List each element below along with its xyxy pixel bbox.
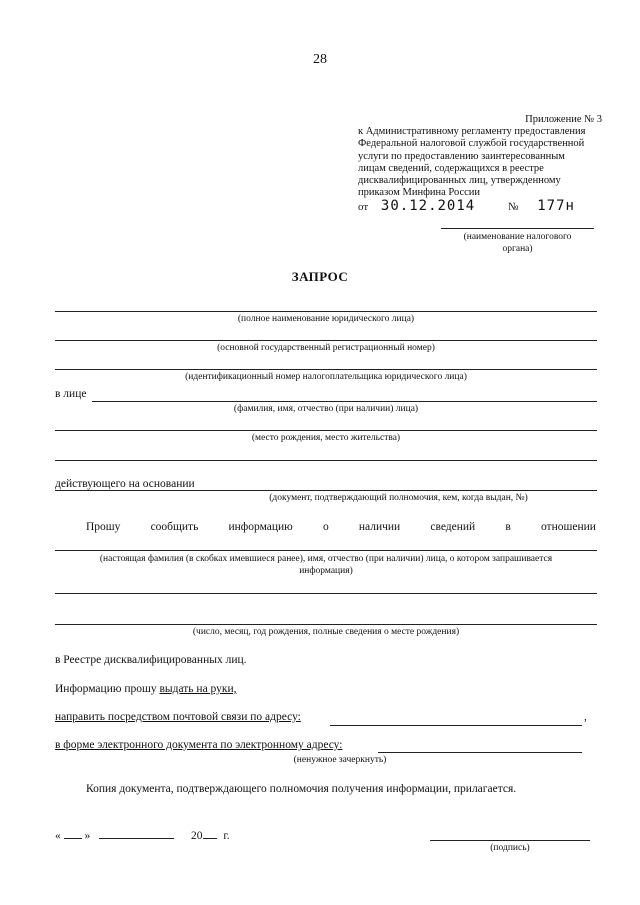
authority-caption-line: (наименование налогового [463,232,572,242]
year-prefix: 20 [191,830,203,842]
request-word: о [322,521,329,533]
info-prefix: Информацию прошу [55,683,160,695]
electronic-option[interactable]: в форме электронного документа по электронному адресу: [55,739,343,751]
request-word: наличии [358,521,401,533]
order-number: 177н [537,198,575,214]
email-address-line[interactable] [378,752,582,753]
subject-extra-line[interactable] [55,593,597,594]
person-name-line[interactable] [92,401,597,402]
request-word: Прошу [86,521,121,533]
mail-address-line[interactable] [330,725,582,726]
request-word: в [505,521,511,533]
request-word: отношении [540,521,596,533]
order-date-line [358,198,575,214]
order-date: 30.12.2014 [380,198,476,214]
inn-line[interactable] [55,369,597,370]
acting-on-label: действующего на основании [55,478,195,490]
document-caption: (документ, подтверждающий полномочия, кем, когда выдан, №) [269,493,528,503]
month-field[interactable] [99,828,174,839]
ogrn-line[interactable] [55,340,597,341]
copy-note: Копия документа, подтверждающего полномочия получения информации, прилагается. [86,783,517,795]
appendix-line: к Административному регламенту предоставления [358,126,586,138]
authority-caption-line: органа) [502,244,533,254]
inn-caption: (идентификационный номер налогоплательщика юридического лица) [185,372,467,382]
subject-line[interactable] [55,550,597,551]
in-person-label: в лице [55,388,87,400]
appendix-line: приказом Минфина России [358,187,481,199]
hand-over-option[interactable]: выдать на руки, [159,683,237,695]
full-name-caption: (полное наименование юридического лица) [237,314,415,324]
subject-caption [55,553,597,577]
appendix-line: лицам сведений, содержащихся в реестре [358,162,544,174]
authority-line[interactable] [441,228,594,229]
appendix-line: услуги по предоставлению заинтересованным [358,150,565,162]
birthplace-line[interactable] [55,430,597,431]
birth-details-line[interactable] [55,624,597,625]
person-name-caption: (фамилия, имя, отчество (при наличии) лица) [233,404,419,414]
birthplace-caption: (место рождения, место жительства) [251,433,401,443]
registry-text: в Реестре дисквалифицированных лиц. [55,654,247,666]
year-field[interactable] [203,828,217,839]
appendix-line: Федеральной налоговой службой государственной [358,138,585,150]
open-quote: « [55,830,61,842]
strike-note: (ненужное зачеркнуть) [293,755,387,765]
request-word: информацию [228,521,293,533]
mail-comma: , [584,711,587,723]
info-line [55,683,237,695]
appendix-block [358,114,608,199]
request-word: сведений [430,521,476,533]
signature-line[interactable] [430,840,590,841]
day-field[interactable] [64,828,82,839]
request-sentence [86,521,596,533]
date-footer [55,828,230,842]
year-suffix: г. [223,830,230,842]
appendix-line: дисквалифицированных лиц, утвержденному [358,175,561,187]
authority-caption [430,231,605,255]
appendix-title: Приложение № 3 [525,114,602,125]
document-line[interactable] [55,490,597,491]
request-word: сообщить [150,521,199,533]
ogrn-caption: (основной государственный регистрационный номер) [217,343,435,353]
birth-details-caption: (число, месяц, год рождения, полные сведения о месте рождения) [192,627,460,637]
extra-line[interactable] [55,460,597,461]
subject-caption-line: (настоящая фамилия (в скобках имевшиеся ранее), имя, отчество (при наличии) лица, о котором запрашивается [99,554,553,564]
signature-caption: (подпись) [490,843,530,853]
subject-caption-line: информация) [299,566,353,576]
number-label: № [507,201,519,213]
page-number: 28 [313,52,327,67]
by-mail-option[interactable]: направить посредством почтовой связи по адресу: [55,711,301,723]
close-quote: » [84,830,91,842]
full-name-line[interactable] [55,311,597,312]
from-label: от [358,201,369,213]
page-title: ЗАПРОС [291,269,349,284]
